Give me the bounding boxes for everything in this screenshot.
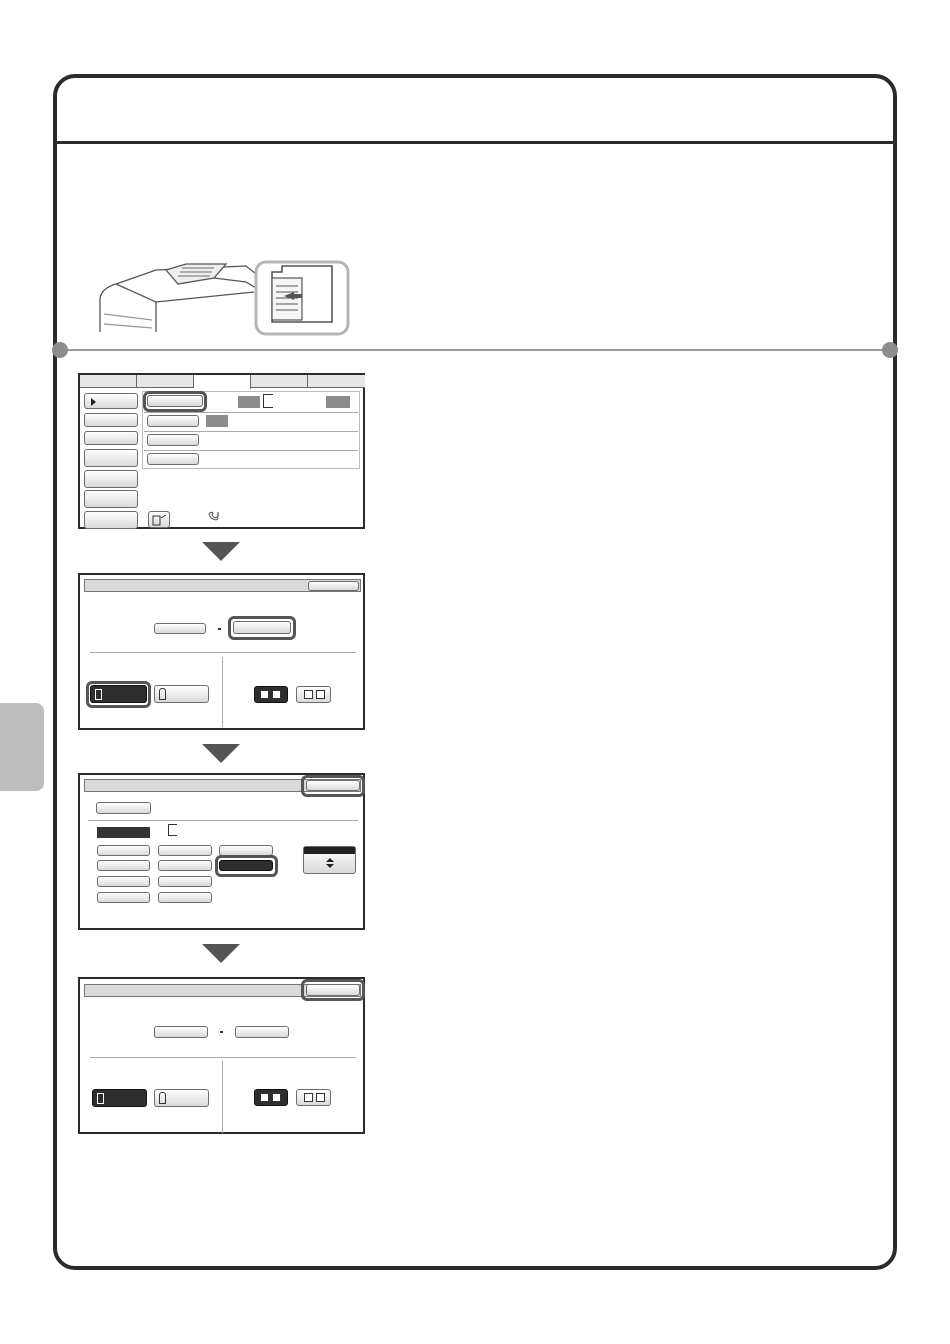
- resolution-button[interactable]: [147, 415, 199, 427]
- tab-3-active[interactable]: [194, 375, 251, 389]
- landscape-a-icon: [304, 690, 313, 699]
- down-arrow-icon: [202, 944, 240, 963]
- image-orientation-landscape-button[interactable]: [296, 686, 331, 703]
- file-format-button[interactable]: [147, 453, 199, 465]
- two-sided-icon: [159, 688, 166, 700]
- paper-orientation-icon: [168, 824, 177, 836]
- image-orientation-landscape-button[interactable]: [296, 1089, 331, 1106]
- address-book-button[interactable]: [148, 511, 170, 528]
- paper-orientation-icon: [263, 394, 273, 408]
- one-sided-icon: [95, 689, 102, 700]
- original-button[interactable]: [147, 395, 203, 407]
- screen-3-size: [78, 773, 365, 930]
- image-orientation-portrait-button[interactable]: [254, 686, 288, 703]
- mode-button-2[interactable]: [84, 413, 138, 427]
- size-button-10[interactable]: [158, 892, 212, 903]
- one-sided-button[interactable]: [92, 1089, 147, 1107]
- mode-button-6[interactable]: [84, 490, 138, 508]
- screen-1-base: [78, 373, 365, 529]
- ok-button[interactable]: [306, 780, 360, 791]
- tab-1[interactable]: [80, 375, 137, 388]
- mode-button-5[interactable]: [84, 470, 138, 488]
- mode-button-3[interactable]: [84, 431, 138, 445]
- rule-end-dot-right: [882, 342, 898, 358]
- image-orientation-portrait-button[interactable]: [254, 1089, 288, 1106]
- landscape-a-icon: [304, 1093, 313, 1102]
- size-button-9[interactable]: [97, 892, 150, 903]
- size-button-1[interactable]: [97, 845, 150, 856]
- screen-2-original: [78, 573, 365, 730]
- mode-button-4[interactable]: [84, 449, 138, 467]
- exposure-button[interactable]: [147, 434, 199, 446]
- tab-4[interactable]: [251, 375, 308, 388]
- section-rule: [60, 349, 890, 351]
- send-size-button[interactable]: [233, 621, 291, 634]
- send-size-button[interactable]: [235, 1026, 289, 1038]
- size-button-selected[interactable]: [219, 860, 273, 871]
- original-feed-direction-icon: [272, 266, 332, 322]
- down-arrow-icon: [202, 744, 240, 763]
- one-sided-icon: [97, 1093, 104, 1104]
- two-sided-button[interactable]: [154, 685, 209, 703]
- size-button-7[interactable]: [97, 876, 150, 887]
- two-sided-icon: [159, 1092, 166, 1104]
- printer-adf-icon: [96, 258, 352, 336]
- size-button-5[interactable]: [158, 860, 212, 871]
- address-book-icon: [152, 514, 168, 526]
- size-button-8[interactable]: [158, 876, 212, 887]
- size-group-label: [97, 827, 150, 838]
- two-sided-button[interactable]: [154, 1089, 209, 1107]
- phone-icon: [208, 511, 220, 521]
- scan-size-button[interactable]: [154, 1026, 208, 1038]
- paper-indicator: [326, 396, 350, 408]
- portrait-a-icon: [260, 690, 269, 699]
- portrait-a-icon: [272, 1093, 281, 1102]
- scan-size-button[interactable]: [154, 623, 206, 634]
- mode-button-1[interactable]: [84, 393, 138, 409]
- down-arrow-icon: [202, 542, 240, 561]
- up-down-arrow-icon: [325, 858, 335, 868]
- original-size-indicator: [238, 396, 260, 408]
- tab-5[interactable]: [308, 375, 365, 388]
- tab-2[interactable]: [137, 375, 194, 388]
- one-sided-button[interactable]: [90, 685, 147, 703]
- size-scroll-control[interactable]: [303, 846, 356, 874]
- size-button-4[interactable]: [97, 860, 150, 871]
- auto-button[interactable]: [96, 802, 151, 814]
- size-button-2[interactable]: [158, 845, 212, 856]
- chapter-side-tab: [0, 703, 44, 791]
- mode-button-7[interactable]: [84, 511, 138, 529]
- landscape-a-icon: [316, 690, 325, 699]
- landscape-a-icon: [316, 1093, 325, 1102]
- ok-button[interactable]: [308, 581, 359, 591]
- arrow-right-icon: [91, 398, 97, 406]
- rule-end-dot-left: [52, 342, 68, 358]
- portrait-a-icon: [260, 1093, 269, 1102]
- header-divider: [57, 141, 893, 144]
- screen-4-original-confirm: [78, 977, 365, 1134]
- ok-button[interactable]: [306, 984, 360, 996]
- resolution-indicator: [206, 415, 228, 427]
- portrait-a-icon: [272, 690, 281, 699]
